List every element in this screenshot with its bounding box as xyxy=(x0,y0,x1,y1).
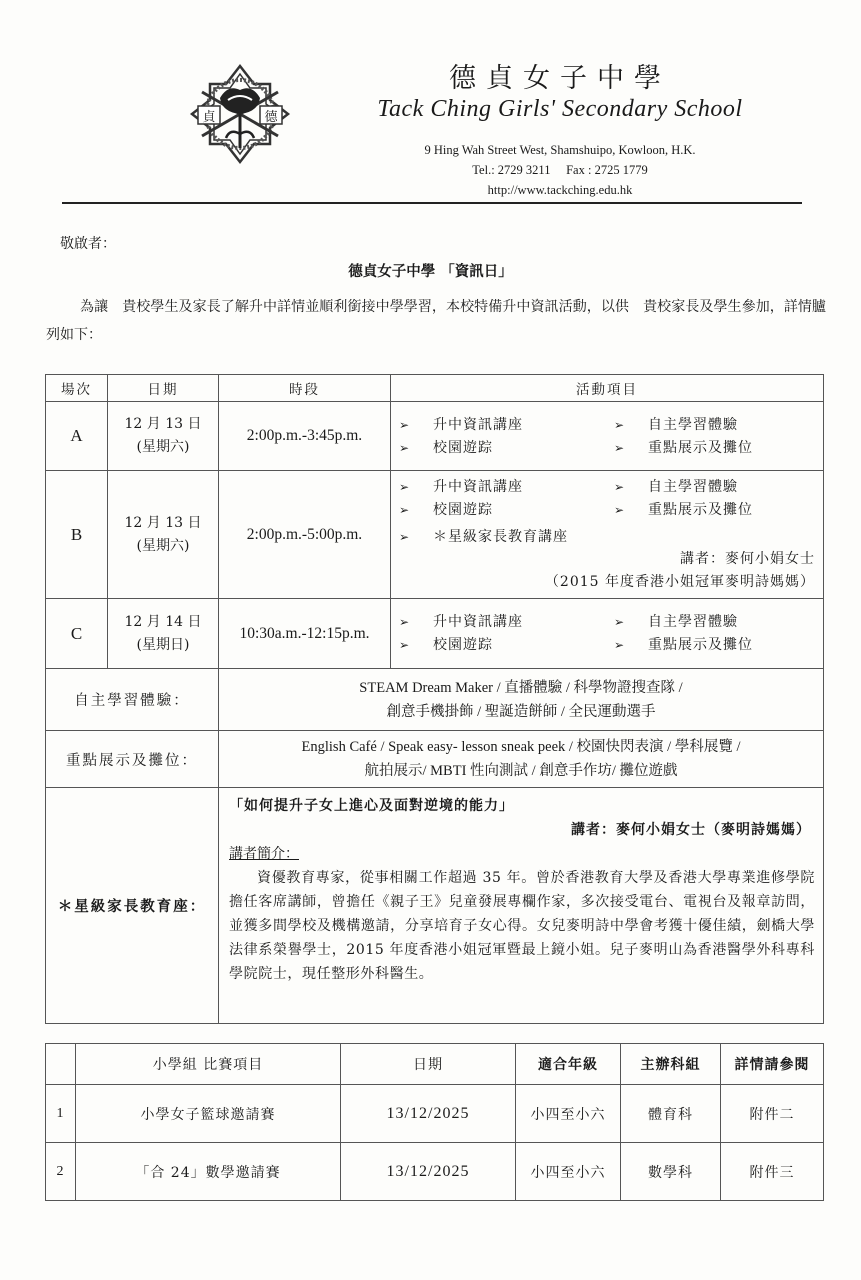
session-row-a xyxy=(46,402,824,471)
intro-paragraph: 為讓 貴校學生及家長了解升中詳情並順利銜接中學學習，本校特備升中資訊活動，以供 貴校家長及學生參加，詳情臚列如下： xyxy=(46,299,826,343)
activity-label: 重點展示及攤位 xyxy=(648,501,753,518)
session-date xyxy=(108,402,219,471)
svg-text:貞: 貞 xyxy=(202,110,216,125)
session-date xyxy=(108,599,219,669)
activity-label: 重點展示及攤位 xyxy=(648,637,753,653)
activity-label: 自主學習體驗 xyxy=(648,478,738,495)
parent-talk-row xyxy=(46,788,824,1024)
school-phone-fax xyxy=(300,160,820,180)
school-name-english: Tack Ching Girls' Secondary School xyxy=(377,96,743,122)
svg-text:德: 德 xyxy=(264,110,278,125)
weekday-text: (星期日) xyxy=(136,636,190,653)
speaker-bio: 資優教育專家，從事相關工作超過 35 年。曾於香港教育大學及香港大學專業進修學院擔任客席講師，曾擔任《親子王》兒童發展專欄作家，多次接受電台、電視台及報章訪問，並獲多間學校及機構邀請，分享培育子女心得。女兒麥明詩中學會考獲十優佳績，劍橋大學法律系榮譽學士，2015 年度香港小姐冠軍暨最上鏡小姐。兒子麥明山為香港醫學外科專科學院院士，現任整形外科醫生。 xyxy=(229,870,815,982)
event-date: 13/12/2025 xyxy=(341,1143,516,1201)
header-index xyxy=(46,1044,76,1085)
self-learning-list xyxy=(219,669,824,731)
school-crest-icon xyxy=(188,62,292,166)
date-text: 12 月 13 日 xyxy=(124,416,202,432)
arrow-bullet-icon: ➢ xyxy=(399,479,411,494)
event-reference: 附件三 xyxy=(721,1143,824,1201)
activity-label: 重點展示及攤位 xyxy=(648,439,753,456)
arrow-bullet-icon: ➢ xyxy=(614,440,626,455)
activity-label: 自主學習體驗 xyxy=(648,614,738,630)
session-id: A xyxy=(46,402,108,471)
session-activities xyxy=(391,402,824,471)
session-activities xyxy=(391,471,824,599)
activity-item xyxy=(614,499,814,521)
activity-label: 升中資訊講座 xyxy=(433,614,523,630)
self-learning-row xyxy=(46,669,824,731)
arrow-bullet-icon: ➢ xyxy=(614,615,626,629)
school-tel: Tel.: 2729 3211 xyxy=(472,163,551,177)
highlights-line: 航拍展示/ MBTI 性向測試 / 創意手作坊/ 攤位遊戲 xyxy=(364,763,678,779)
activity-item xyxy=(399,476,614,498)
self-learning-line: STEAM Dream Maker / 直播體驗 / 科學物證搜查隊 / xyxy=(359,679,683,696)
date-text: 12 月 14 日 xyxy=(124,613,202,630)
school-website[interactable]: http://www.tackching.edu.hk xyxy=(487,183,633,197)
school-fax: Fax : 2725 1779 xyxy=(566,163,648,177)
arrow-bullet-icon: ➢ xyxy=(399,440,411,455)
session-row-b xyxy=(46,471,824,599)
activity-label: 升中資訊講座 xyxy=(433,478,523,495)
activity-label: 升中資訊講座 xyxy=(433,416,523,433)
activity-item xyxy=(399,499,614,521)
event-grade: 小四至小六 xyxy=(516,1085,621,1143)
arrow-bullet-icon: ➢ xyxy=(614,479,626,494)
event-organizer: 數學科 xyxy=(621,1143,721,1201)
header-organizer: 主辦科組 xyxy=(621,1044,721,1085)
header-divider xyxy=(62,202,802,204)
event-name: 「合 24」數學邀請賽 xyxy=(76,1143,341,1201)
arrow-bullet-icon: ➢ xyxy=(614,502,626,517)
activity-item xyxy=(399,634,614,656)
sessions-table xyxy=(45,374,824,1024)
session-id: B xyxy=(46,471,108,599)
session-activities xyxy=(391,599,824,669)
arrow-bullet-icon: ➢ xyxy=(614,638,626,652)
weekday-text: (星期六) xyxy=(136,537,190,554)
talk-speaker: 講者：麥何小娟女士（麥明詩媽媽） xyxy=(571,822,811,838)
highlights-list xyxy=(219,731,824,788)
header-time: 時段 xyxy=(219,375,391,402)
event-grade: 小四至小六 xyxy=(516,1143,621,1201)
activity-item xyxy=(399,414,614,436)
school-contact xyxy=(300,140,820,200)
activity-label: 校園遊踪 xyxy=(433,439,493,456)
activity-item xyxy=(614,634,814,656)
row-index: 2 xyxy=(46,1143,76,1201)
arrow-bullet-icon: ➢ xyxy=(614,417,626,432)
header-event: 小學組 比賽項目 xyxy=(76,1044,341,1085)
competitions-header-row xyxy=(46,1044,824,1085)
arrow-bullet-icon: ➢ xyxy=(399,417,411,432)
activity-label: ＊星級家長教育講座 xyxy=(433,528,568,545)
activity-item xyxy=(614,476,814,498)
row-index: 1 xyxy=(46,1085,76,1143)
letter-title: 德貞女子中學 「資訊日」 xyxy=(348,263,513,280)
session-row-c xyxy=(46,599,824,669)
arrow-bullet-icon: ➢ xyxy=(399,502,411,517)
arrow-bullet-icon: ➢ xyxy=(399,638,411,652)
talk-topic: 「如何提升子女上進心及面對逆境的能力」 xyxy=(229,798,514,814)
activity-label: 自主學習體驗 xyxy=(648,416,738,433)
arrow-bullet-icon: ➢ xyxy=(399,615,411,629)
header-activities: 活動項目 xyxy=(391,375,824,402)
competition-row xyxy=(46,1085,824,1143)
activity-item xyxy=(614,437,814,459)
session-time: 10:30a.m.-12:15p.m. xyxy=(219,599,391,669)
activity-label: 校園遊踪 xyxy=(433,501,493,518)
school-name-chinese: 德貞女子中學 xyxy=(449,63,671,94)
self-learning-label: 自主學習體驗： xyxy=(46,669,219,731)
session-id: C xyxy=(46,599,108,669)
session-date xyxy=(108,471,219,599)
highlights-label: 重點展示及攤位： xyxy=(46,731,219,788)
event-date: 13/12/2025 xyxy=(341,1085,516,1143)
session-time: 2:00p.m.-5:00p.m. xyxy=(219,471,391,599)
self-learning-line: 創意手機掛飾 / 聖誕造餅師 / 全民運動選手 xyxy=(386,703,656,720)
parent-talk-label: ＊星級家長教育座： xyxy=(46,788,219,1024)
sessions-header-row xyxy=(46,375,824,402)
competitions-table xyxy=(45,1043,824,1201)
header-date: 日期 xyxy=(108,375,219,402)
activity-item xyxy=(614,611,814,633)
header-reference: 詳情請參閱 xyxy=(721,1044,824,1085)
weekday-text: (星期六) xyxy=(136,439,190,455)
salutation: 敬啟者： xyxy=(60,236,116,252)
arrow-bullet-icon: ➢ xyxy=(399,529,411,544)
event-name: 小學女子籃球邀請賽 xyxy=(76,1085,341,1143)
bio-heading: 講者簡介： xyxy=(229,846,299,862)
header-session: 場次 xyxy=(46,375,108,402)
event-organizer: 體育科 xyxy=(621,1085,721,1143)
activity-label: 校園遊踪 xyxy=(433,637,493,653)
activity-item xyxy=(399,437,614,459)
session-time: 2:00p.m.-3:45p.m. xyxy=(219,402,391,471)
talk-speaker-note: （2015 年度香港小姐冠軍麥明詩媽媽） xyxy=(544,573,815,590)
school-crest-logo xyxy=(188,62,292,166)
activity-item xyxy=(614,414,814,436)
parent-talk-details xyxy=(219,788,824,1024)
highlights-row xyxy=(46,731,824,788)
header-date: 日期 xyxy=(341,1044,516,1085)
highlights-line: English Café / Speak easy- lesson sneak peek / 校園快閃表演 / 學科展覽 / xyxy=(301,739,741,755)
header-grade: 適合年級 xyxy=(516,1044,621,1085)
activity-item xyxy=(399,611,614,633)
competition-row xyxy=(46,1143,824,1201)
event-reference: 附件二 xyxy=(721,1085,824,1143)
talk-speaker: 講者：麥何小娟女士 xyxy=(680,550,815,567)
activity-item-parent-talk xyxy=(399,526,817,548)
school-address: 9 Hing Wah Street West, Shamshuipo, Kowloon, H.K. xyxy=(424,143,696,157)
date-text: 12 月 13 日 xyxy=(124,514,202,531)
